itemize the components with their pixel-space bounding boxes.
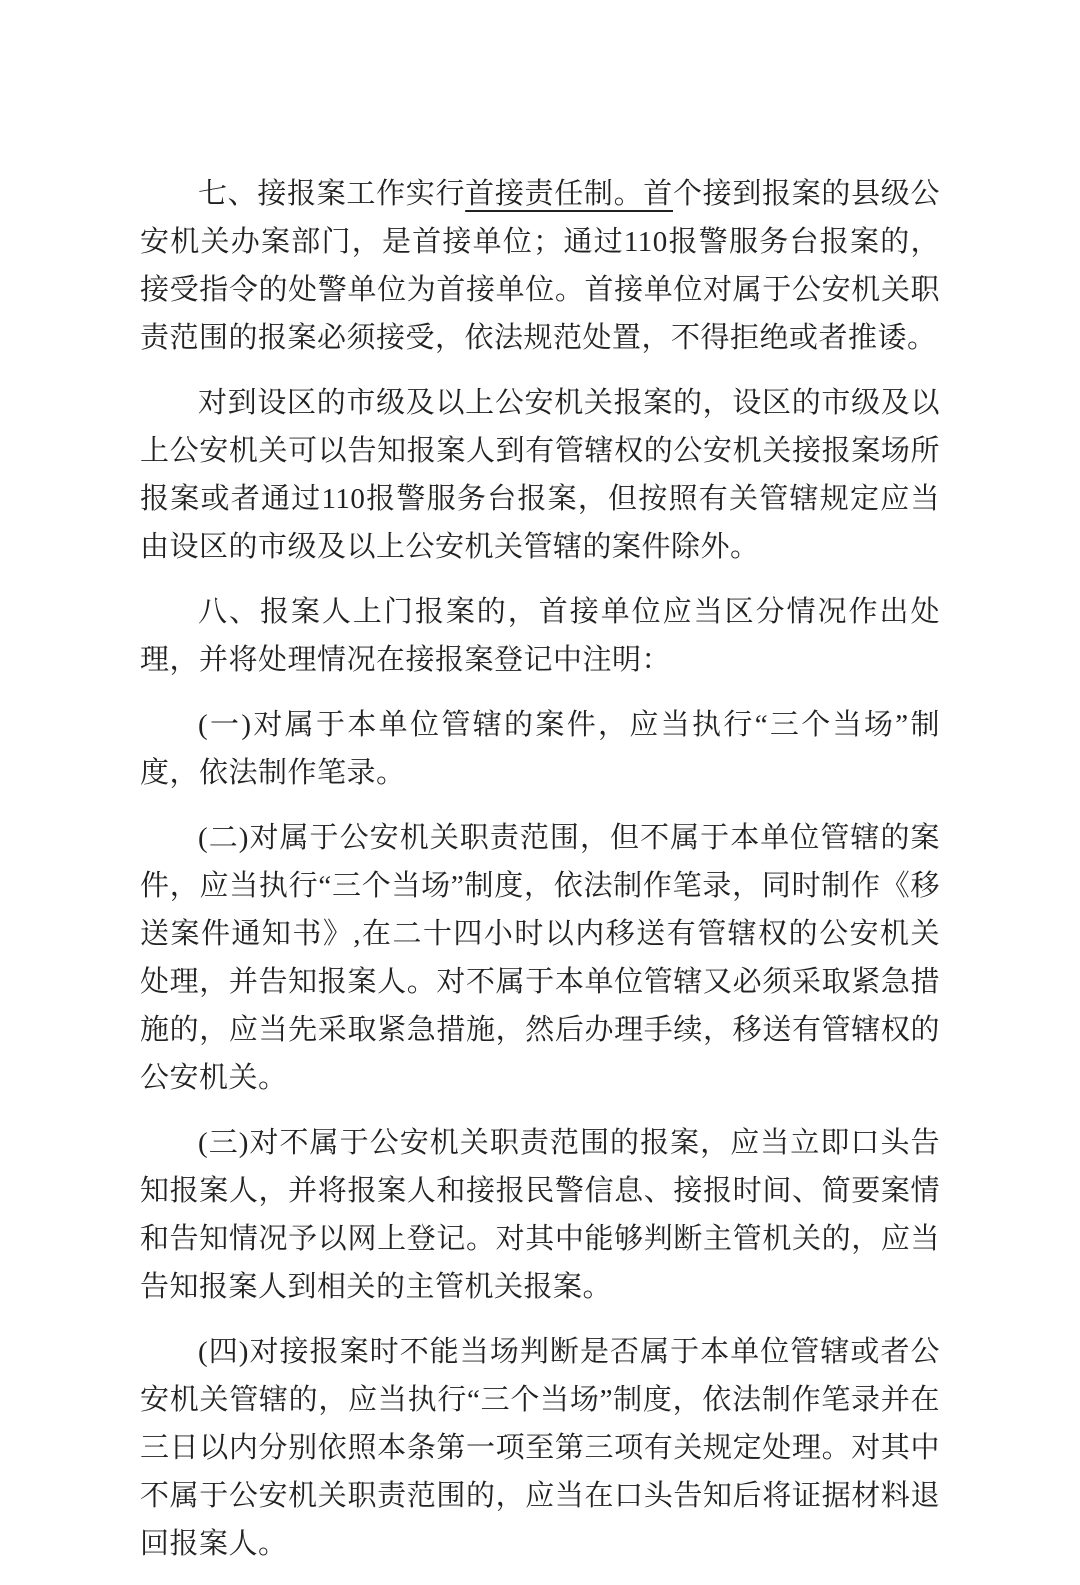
paragraph-clause-7-para-2 <box>140 379 940 571</box>
text-segment: 对到设区的市级及以上公安机关报案的，设区的市级及以上公安机关可以告知报案人到有管辖权的公安机关接报案场所报案或者通过110报警服务台报案，但按照有关管辖规定应当由设区的市级及以上公安机关管辖的案件除外。 <box>140 387 940 563</box>
text-segment: (四)对接报案时不能当场判断是否属于本单位管辖或者公安机关管辖的，应当执行“三个当场”制度，依法制作笔录并在三日以内分别依照本条第一项至第三项有关规定处理。对其中不属于公安机关职责范围的，应当在口头告知后将证据材料退回报案人。 <box>140 1336 940 1560</box>
paragraph-clause-8-item-2 <box>140 814 940 1102</box>
paragraph-clause-7 <box>140 170 940 362</box>
text-segment: (二)对属于公安机关职责范围，但不属于本单位管辖的案件，应当执行“三个当场”制度，依法制作笔录，同时制作《移送案件通知书》,在二十四小时以内移送有管辖权的公安机关处理，并告知报案人。对不属于本单位管辖又必须采取紧急措施的，应当先采取紧急措施，然后办理手续，移送有管辖权的公安机关。 <box>140 822 940 1094</box>
text-segment: 七、接报案工作实行 <box>198 178 466 210</box>
text-segment: (三)对不属于公安机关职责范围的报案，应当立即口头告知报案人，并将报案人和接报民警信息、接报时间、简要案情和告知情况予以网上登记。对其中能够判断主管机关的，应当告知报案人到相关的主管机关报案。 <box>140 1127 940 1303</box>
paragraph-clause-8-item-4 <box>140 1328 940 1568</box>
text-segment: (一)对属于本单位管辖的案件，应当执行“三个当场”制度，依法制作笔录。 <box>140 709 940 789</box>
underlined-text-segment: 首接责任制。首 <box>465 178 673 210</box>
paragraph-clause-8-item-3 <box>140 1119 940 1311</box>
document-content <box>140 170 940 1585</box>
paragraph-clause-8-item-1 <box>140 701 940 797</box>
text-segment: 八、报案人上门报案的，首接单位应当区分情况作出处理，并将处理情况在接报案登记中注明： <box>140 596 940 676</box>
paragraph-clause-8 <box>140 588 940 684</box>
text-segment: 个接到报案的县级公安机关办案部门，是首接单位；通过110报警服务台报案的，接受指令的处警单位为首接单位。首接单位对属于公安机关职责范围的报案必须接受，依法规范处置，不得拒绝或者推诿。 <box>140 178 940 354</box>
